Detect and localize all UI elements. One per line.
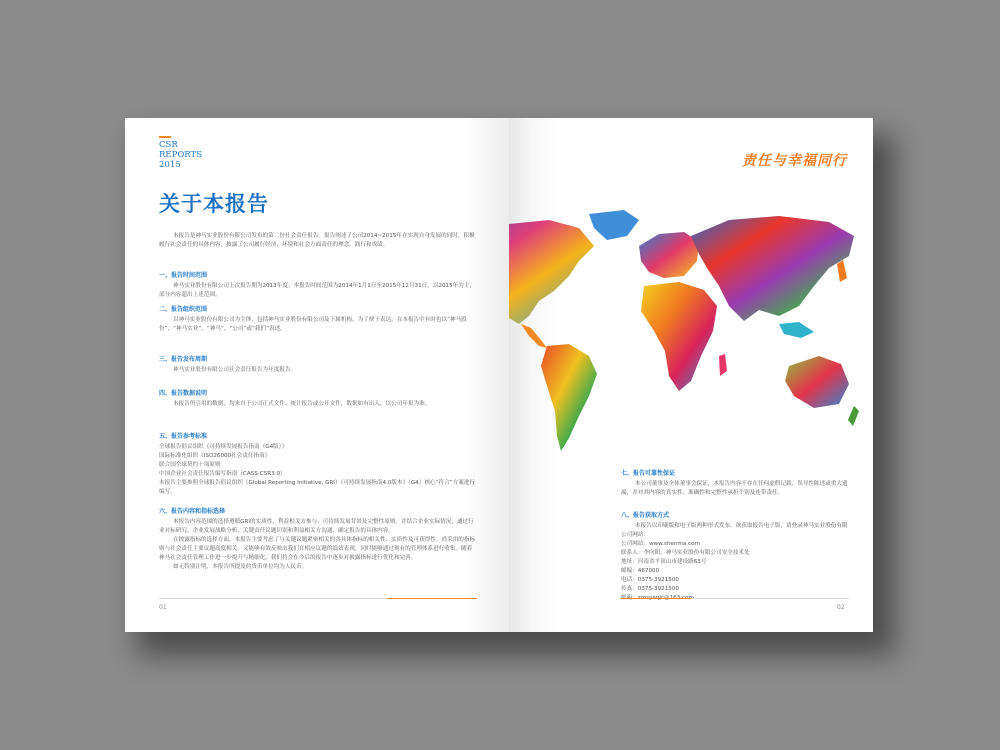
section-paragraph: 本报告内容范围的选择遵循GRI的实质性、利益相关方参与、可持续发展背景及完整性原则。并结合企业实际情况，通过行业对标研究、企业发展战略分析、关键责任议题识别和利益相关方沟通，确定报告的具体内容。 bbox=[159, 519, 474, 534]
csr-reports-logo bbox=[159, 140, 202, 170]
page-number: 01 bbox=[159, 604, 167, 611]
map-africa bbox=[641, 282, 717, 391]
contact-line: 传真：0375-3921500 bbox=[621, 586, 679, 592]
section-paragraph: 如无特别注明，本报告所提及的货币单位均为人民币。 bbox=[173, 564, 308, 570]
left-page bbox=[125, 118, 509, 632]
section-body: 以神马实业股份有限公司为主体，包括神马实业股份有限公司及下属机构。为了便于表达，在本报告中有时也以“神马股份”、“神马实业”、“神马”、“公司”或“我们”表述。 bbox=[159, 317, 467, 332]
section-content-selection bbox=[159, 506, 477, 572]
section-body: 神马实业股份有限公司上次报告期为2013年度；本报告时间范围为2014年1月1日至2015年12月31日，以2015年为主，部分内容超出上述范围。 bbox=[159, 283, 476, 298]
standard-line: 本报告主要参照全球报告倡议组织（Global Reporting Initiative, GRI）《可持续发展指南4.0版本》（G4）核心“符合”方案进行编写。 bbox=[159, 480, 475, 495]
map-australia bbox=[785, 356, 849, 408]
section-time-range bbox=[159, 270, 477, 300]
map-new-zealand bbox=[848, 406, 859, 426]
standard-line: 全球报告倡议组织《可持续发展报告指南（G4版）》 bbox=[159, 444, 288, 450]
right-page bbox=[509, 118, 873, 632]
contact-line: 地址：河南省平顶山市建设路63号 bbox=[621, 559, 707, 565]
contact-line: 电话：0375-3921500 bbox=[621, 577, 679, 583]
footer-rule bbox=[159, 598, 477, 599]
section-heading: 五、报告参考标准 bbox=[159, 433, 208, 440]
map-southeast-asia bbox=[779, 322, 814, 338]
map-madagascar bbox=[719, 354, 727, 376]
slogan-calligraphy: 责任与幸福同行 bbox=[742, 153, 847, 169]
map-greenland bbox=[589, 210, 639, 240]
standard-line: 中国企业社会责任报告编写指南（CASS-CSR3.0） bbox=[159, 471, 286, 477]
map-central-america bbox=[521, 324, 547, 348]
section-body: 本报告所引用的数据、均来自于公司正式文件、统计报告或公开文件，数据如有出入，以公司年报为准。 bbox=[173, 401, 431, 407]
section-body: 本报告以印刷版和电子版两种形式发布。欲获取报告电子版，请登录神马实业股份有限公司网站： bbox=[621, 523, 848, 538]
footer-rule-accent bbox=[621, 598, 691, 599]
section-paragraph: 在披露指标的选择方面，本报告主要考虑了与关键议题紧密相关的各具体指标的相关性、实质性及可获得性。尚采用的指标则与社会责任主要议题高度相关。又能够有效反映出我们在相应议题的绩效表现。同时能够通过现有的管理体系进行收集。随着神马社会责任管理工作进一步提升与精细化，我们将会在今后的报告中逐步对披露指标进行优化和完善。 bbox=[159, 537, 476, 561]
section-data-notes bbox=[159, 388, 477, 409]
section-standards bbox=[159, 431, 477, 497]
section-heading: 三、报告发布周期 bbox=[159, 356, 208, 363]
section-heading: 四、报告数据说明 bbox=[159, 390, 208, 397]
page-number: 02 bbox=[837, 604, 845, 611]
section-heading: 一、报告时间范围 bbox=[159, 272, 208, 279]
standard-line: 国际标准化组织《ISO26000社会责任指南》 bbox=[159, 453, 271, 459]
logo-line-reports: REPORTS bbox=[159, 150, 203, 160]
section-heading: 八、报告获取方式 bbox=[621, 512, 670, 519]
contact-line: 联系人：李向阳，神马实业股份有限公司安全技术处 bbox=[621, 550, 750, 556]
page-title: 关于本报告 bbox=[159, 192, 269, 216]
map-japan bbox=[837, 260, 847, 282]
logo-line-year: 2015 bbox=[159, 160, 181, 170]
footer-rule bbox=[621, 598, 849, 599]
standard-line: 联合国全球契约十项原则 bbox=[159, 462, 221, 468]
footer-rule-accent bbox=[387, 598, 477, 599]
intro-paragraph: 本报告是神马实业股份有限公司发布的第二份社会责任报告。报告阐述了公司2014~2015年在实现自身发展的同时，积极履行社会责任的具体内容，披露了公司履行经济、环境和社会方面责任的理念、践行和成绩。 bbox=[159, 232, 475, 248]
logo-accent-bar bbox=[159, 136, 171, 138]
world-map-illustration bbox=[509, 206, 859, 461]
map-europe bbox=[639, 232, 699, 278]
section-body: 神马实业股份有限公司社会责任报告为年度报告。 bbox=[173, 367, 297, 373]
map-south-america bbox=[541, 344, 597, 451]
contact-line: 邮编：467000 bbox=[621, 568, 660, 574]
section-heading: 二、报告组织范围 bbox=[159, 306, 208, 313]
section-cycle bbox=[159, 354, 477, 375]
section-reliability bbox=[621, 468, 849, 498]
section-heading: 七、报告可靠性保证 bbox=[621, 470, 676, 477]
logo-line-csr: CSR bbox=[159, 140, 178, 150]
map-north-america bbox=[509, 220, 594, 324]
contact-line: 公司网站：www.shenma.com bbox=[621, 541, 701, 547]
section-access bbox=[621, 510, 849, 603]
section-body: 本公司董事及全体董事会保证，本报告内容不存在任何虚假记载、误导性陈述或重大遗漏，并对其内容的真实性、准确性和完整性承担个别及连带责任。 bbox=[621, 481, 848, 496]
section-heading: 六、报告内容和指标选择 bbox=[159, 508, 226, 515]
section-org-range bbox=[159, 304, 477, 334]
